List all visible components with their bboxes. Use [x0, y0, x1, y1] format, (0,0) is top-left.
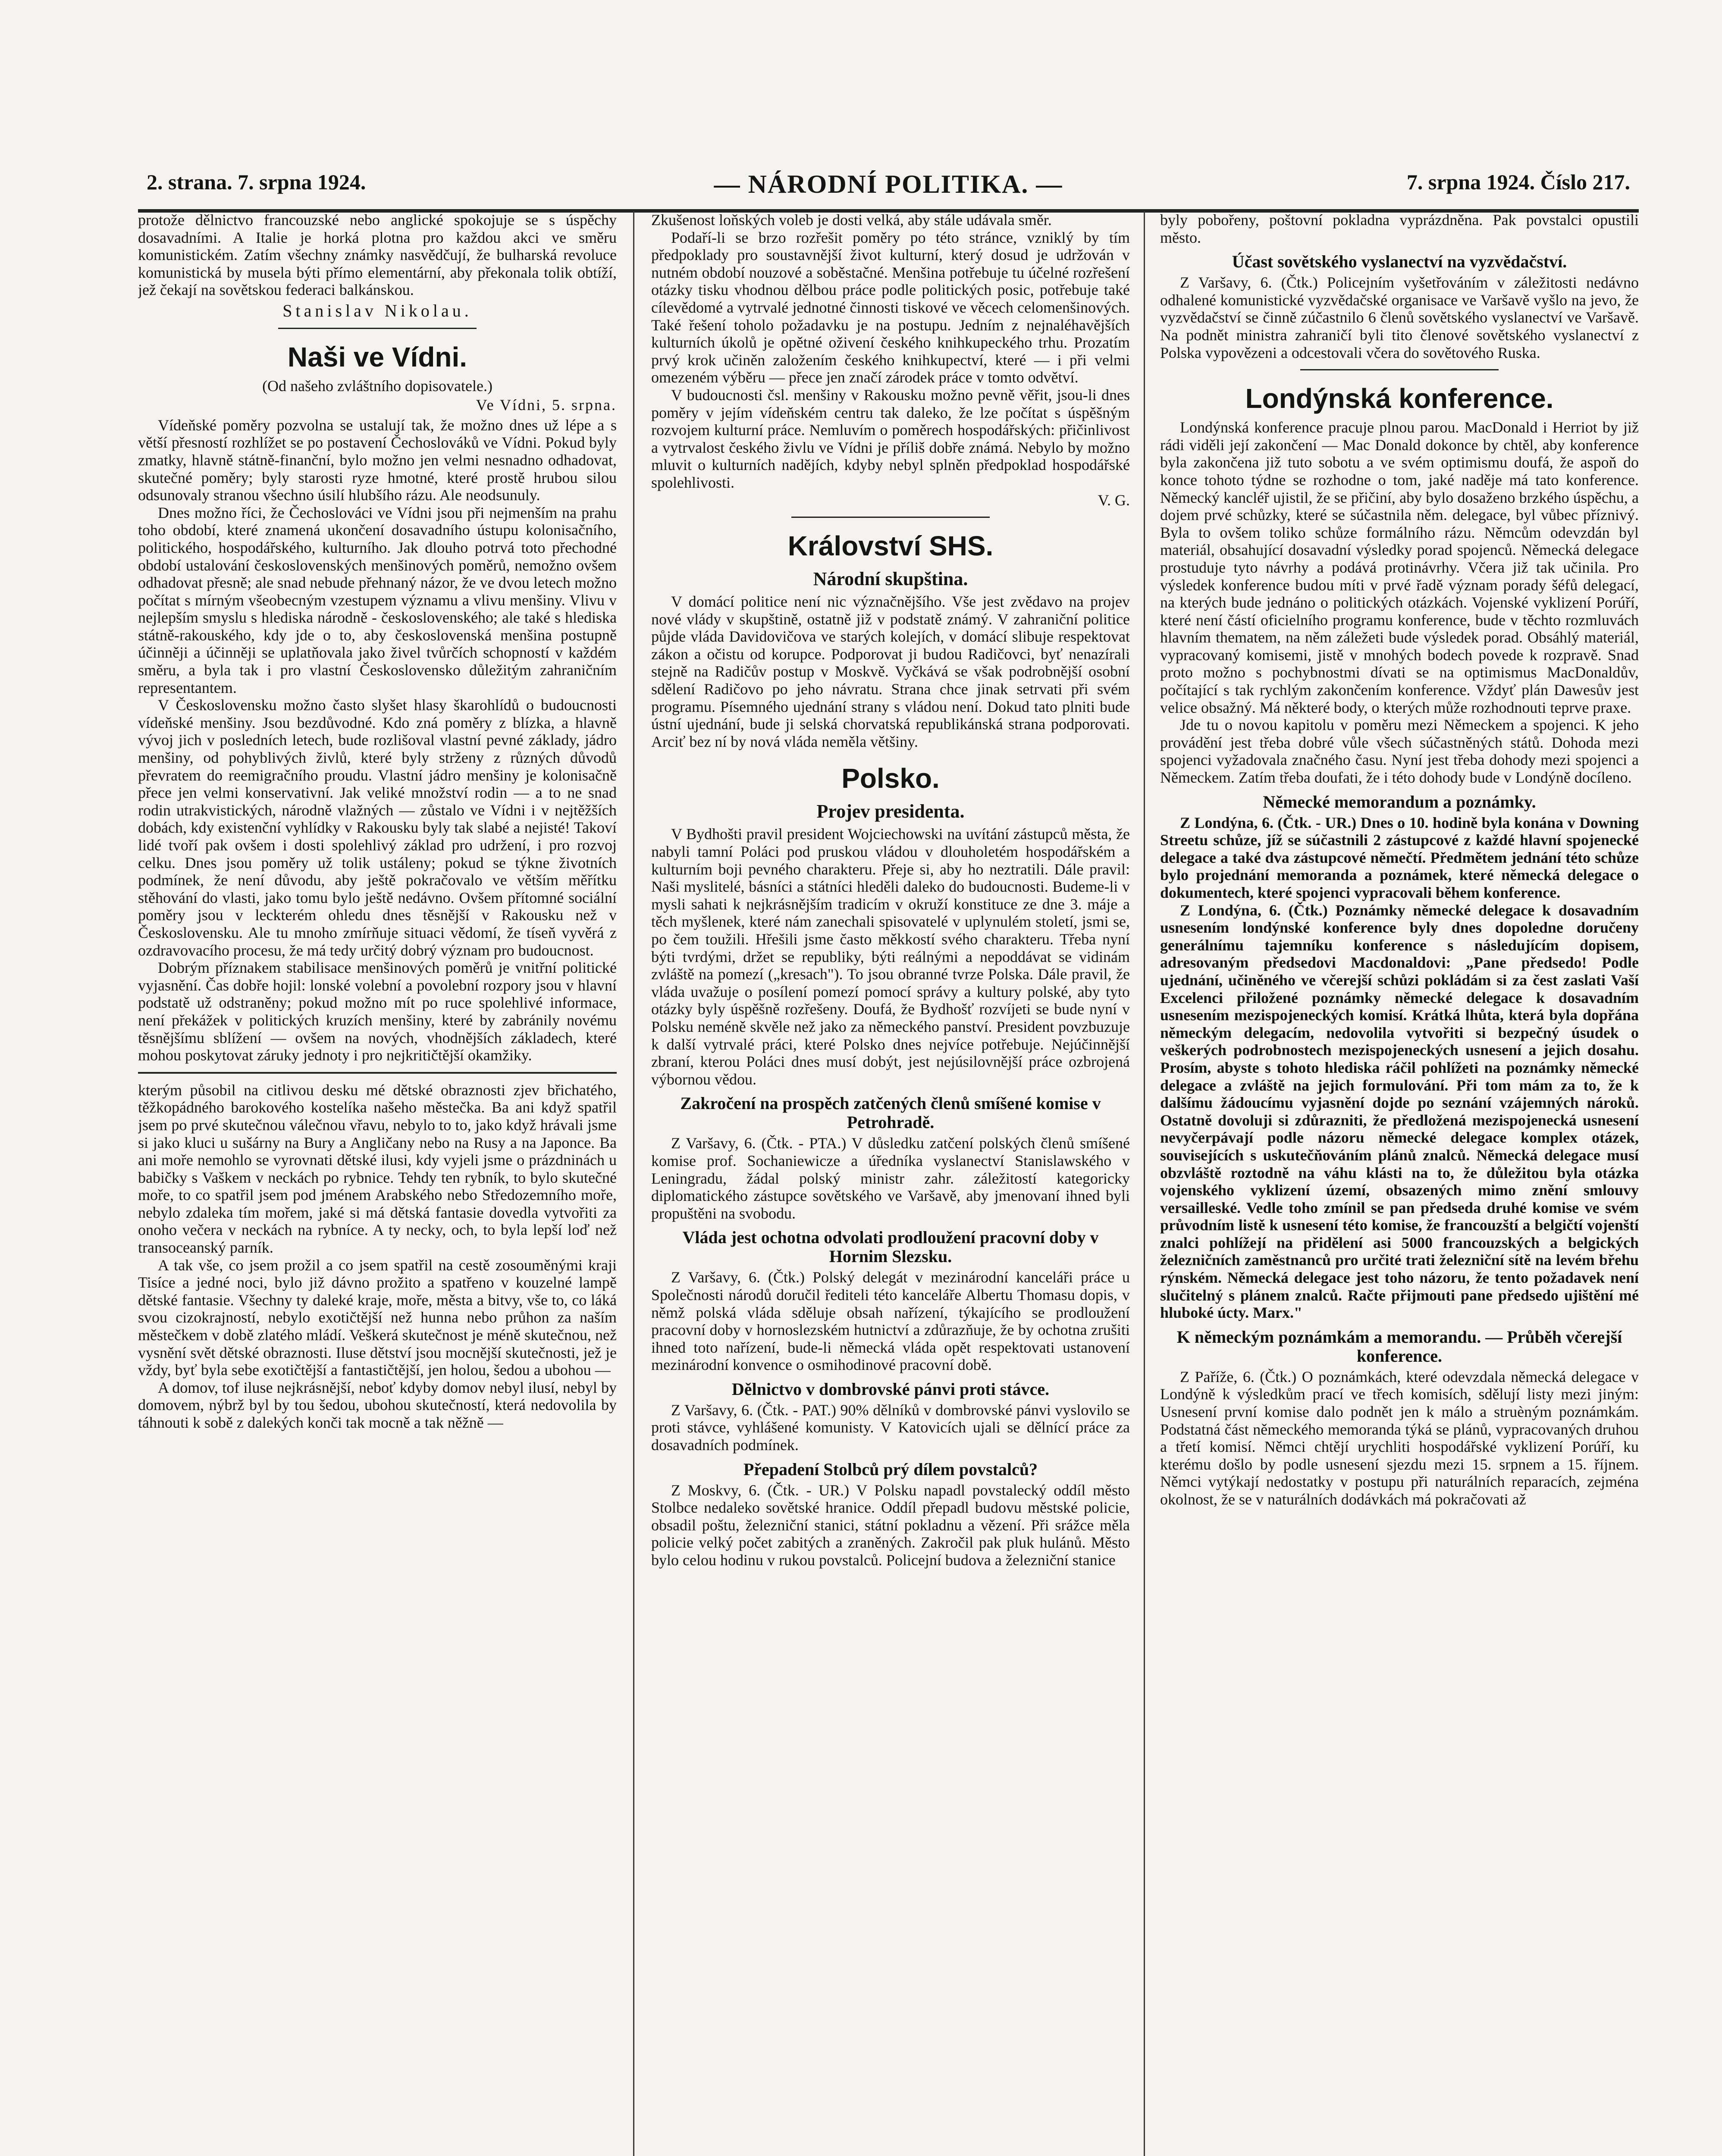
column-divider: [1144, 211, 1145, 2156]
news-paragraph: Z Varšavy, 6. (Čtk. - PAT.) 90% dělníků v dombrovské pánvi vyslovilo se proti stávce, vyhlášené komunisty. V Katovicích ujali se dělnící práce za dosavadních podmínek.: [651, 1401, 1130, 1454]
news-headline: Německé memorandum a poznámky.: [1263, 792, 1536, 812]
article-title: Naši ve Vídni.: [287, 341, 467, 373]
news-paragraph: Z Varšavy, 6. (Čtk.) Polský delegát v mezinárodní kanceláři práce u Společnosti národů doručil řediteli této kanceláře Albertu Thomasu dopis, v němž polská vláda sděluje obsah nařízení, týkajícího se prodloužení pracovní doby v hornoslezském hutnictví a zdůrazňuje, že by ochotna zrušiti ihned toto nařízení, bude-li německá vláda opět respektovati ustanovení mezinárodní konvence o osmihodinové pracovní době.: [651, 1269, 1130, 1374]
news-paragraph: Z Londýna, 6. (Čtk.) Poznámky německé delegace k dosavadním usnesením londýnské konference byly dnes dopoledne doručeny generálnímu tajemníku konference s následujícím dopisem, adresovaným předsedovi Macdonaldovi: „Pane předsedo! Podle ujednání, učiněného ve včerejší schůzi pokládám si za čest zaslati Vaší Excelenci přiložené poznámky německé delegace k dosavadním usnesením mezispojeneckých komisí. Krátká lhůta, která byla dopřána německým delegacím, nedovolila vytvořiti si bezpečný úsudek o veškerých podrobnostech mezispojeneckých usnesení a jejich dosahu. Prosím, abyste s tohoto hlediska ráčil pohlížeti na poznámky německé delegace a zvláště na jejich formulování. Při tom mám za to, že k dalšímu žádoucímu vyjasnění dojde po seznání vzájemných nároků. Ostatně dovoluji si zdůrazniti, že předložená mezispojenecká usnesení nevyčerpávají podle názoru německé delegace komplex otázek, souvisejících s uskutečňováním plánů znalců. Německá delegace musí obzvláště roztodně na váhu klásti na to, že důležitou byla otázka vojenského vyklizení území, obsazených mimo znění smlouvy versailleské. Vedle toho zmínil se pan předseda druhé komise ve svém průvodním listě k usnesení této komise, že francouzští a belgičtí vojenští znalci pohlížejí na přidělení asi 5000 francouzských a belgických železničních zaměstnanců pro určité trati železniční sítě na levém břehu rýnském. Německá delegace jest toho názoru, že tento požadavek není slučitelný s plánem znalců. Račte přijmouti pane předsedo ujištění mé hluboké úcty. Marx.": [1160, 901, 1639, 1322]
article-continuation: protože dělnictvo francouzské nebo anglické spokojuje se s úspěchy dosavadními. A Italie je horká plotna pro každou akci ve směru komunistickém. Zatím všechny známky nasvědčují, že bulharská revoluce komunistická by musela býti přímo elementární, aby překonala tolik obtíží, jež čekají na sovětskou federaci balkánskou.: [138, 211, 617, 299]
feuilleton-paragraph: kterým působil na citlivou desku mé dětské obraznosti zjev břichatého, těžkopádného barokového kostelíka našeho městečka. Ba ani když spatřil jsem po prvé skutečnou válečnou vřavu, nebylo to to, jako když hrávali jsme si jako kluci u sušárny na Bury a Angličany nebo na Rusy a na Japonce. Ba ani moře nemohlo se vyrovnati dětské ilusi, kdy vyjeli jsme o prázdninách u babičky s Vaškem v neckách po rybnice. Tehdy ten rybník, to bylo skutečné moře, to co spatřil jsem pod jménem Arabského nebo Středozemního moře, nebylo zdaleka tím mořem, jaké si má dětská fantasie dovedla vytvořiti za onoho večera v neckách na rybníce. A ty necky, och, to byla lepší loď než transoceanský parník.: [138, 1081, 617, 1257]
section-title: Království SHS.: [787, 530, 994, 562]
news-headline: K německým poznámkám a memorandu. — Průběh včerejší konference.: [1176, 1327, 1622, 1366]
article-paragraph: V domácí politice není nic význačnějšího. Vše jest zvědavo na projev nové vlády v skupštině, ostatně již v podstatě známý. V zahraniční politice půjde vláda Davidovičova ve starých kolejích, v domácí slibuje respektovat zákon a očistu od korupce. Podporovat ji budou Radičovci, byť nenazírali stejně na Radičův postup v Moskvě. Vyčkává se však podrobnější osobní sdělení Radičovo po jeho návratu. Strana chce jinak setrvati při svém programu. Písemného ujednání strany s vládou není. Dokud tato plniti bude ústní ujednání, bude ji selská chorvatská republikánská strana podporovati. Arciť bez ní by nová vláda neměla většiny.: [651, 593, 1130, 750]
news-headline: Dělnictvo v dombrovské pánvi proti stávce.: [731, 1379, 1050, 1399]
feuilleton-paragraph: A tak vše, co jsem prožil a co jsem spatřil na cestě zosouměnými kraji Tisíce a jedné noci, bylo již dávno prožito a spatřeno v kouzelné lampě dětské fantasie. Všechny ty daleké kraje, moře, města a bitvy, vše to, co láká svou cizokrajností, nebylo exotičtější než hunna nebo průhon za naším městečkem v době zlatého mládí. Veškerá skutečnost je méně skutečnou, než vysnění svět dětské obraznosti. Iluse dětství jsou mocnější skutečnosti, jež je vždy, byť byla sebe exotičtější a fantastičtější, jen holou, šedou a ubohou —: [138, 1256, 617, 1379]
news-headline: Vláda jest ochotna odvolati prodloužení pracovní doby v Hornim Slezsku.: [682, 1228, 1099, 1266]
section-title: Londýnská konference.: [1245, 383, 1554, 414]
news-paragraph: Z Londýna, 6. (Čtk. - UR.) Dnes o 10. hodině byla konána v Downing Streetu schůze, jíž se súčastnili 2 zástupcové z každé hlavní spojenecké delegace a také dva zástupcové němečtí. Předmětem jednání této schůze bylo projednání memoranda a poznámek, které německá delegace o dokumentech, které spojenci vypracovali během konference.: [1160, 814, 1639, 901]
article-paragraph: Vídeňské poměry pozvolna se ustalují tak, že možno dnes už lépe a s větší přesností rozhlížet se po postavení Čechoslováků ve Vídni. Pokud byly zmatky, hlavně státně-finanční, bylo možno jen velmi nesnadno odhadovat, skutečné poměry; byly starosti ryze hmotné, které prostě hrubou silou odsunovaly stranou všechno úsilí hlubšího rázu. Ale neodsunuly.: [138, 416, 617, 504]
article-paragraph: Londýnská konference pracuje plnou parou. MacDonald i Herriot by již rádi viděli její zakončení — Mac Donald dokonce by chtěl, aby konference byla zakončena již tuto sobotu a ve svém optimismu doufá, že aspoň do konce tohoto týdne se rozhodne o tom, jaké naděje má tato konference. Německý kancléř ujistil, že se přičiní, aby bylo dosaženo brzkého úspěchu, a dojem prvé schůzky, které se súčastnila něm. delegace, byl vůbec příznivý. Byla to ovšem toliko schůze formálního rázu. Němcům odevzdán byl materiál, obsahující dosavadní výsledky porad spojenců. Německá delegace prostuduje tyto návrhy a podává protinávrhy. Včera již tak učinila. Pro výsledek konference budou míti v prvé řadě význam porady šéfů delegací, na kterých bude jednáno o politických otázkách. Vojenské vyklizení Porúří, které není částí oficielního programu konference, bude v těchto rozmluvách hlavním thematem, na něm záležeti bude výsledek porad. Obsáhlý materiál, vypracovaný komisemi, jistě v mnohých bodech povede k rozpravě. Snad proto možno s pochybnostmi dívati se na optimismus MacDonaldův, počítající s tak rychlým zakončením konference. Vždyť plán Dawesův jest velice obsažný. Má některé body, o kterých může rozhodnouti teprve praxe.: [1160, 419, 1639, 716]
author-signature: Stanislav Nikolau.: [282, 301, 472, 320]
article-continuation: byly pobořeny, poštovní pokladna vyprázdněna. Pak povstalci opustili město.: [1160, 211, 1639, 246]
article-paragraph: Podaří-li se brzo rozřešit poměry po této stránce, vzniklý by tím předpoklady pro soustavnější život kulturní, který dosud je udržován v nutném období nouzové a soběstačné. Menšina potřebuje tu účelné rozřešení otázky tisku vhodnou dělbou práce podle politických posic, potřebuje také cílevědomé a vytrvalé jednotné činnosti tiskové ve věcech celomenšinových. Také řešení toholo požadavku je na postupu. Jedním z nejnaléhavějších kulturních úkolů je opětné oživení českého knihkupeckého trhu. Prozatím prvý krok učiněn založením českého knihkupectví, které — i při velmi omezeném výběru — přece jen značí zárodek práce v tomto odvětví.: [651, 229, 1130, 386]
article-paragraph: V Československu možno často slyšet hlasy škarohlídů o budoucnosti vídeňské menšiny. Jsou bezdůvodné. Kdo zná poměry z blízka, a hlavně vývoj jich v posledních letech, bude rozlišoval vlastní pevné základy, jádro menšiny, od pohyblivých živlů, které byly strženy z různých důvodů převratem do reemigračního proudu. Vlastní jádro menšiny je kolonisačně přece jen velmi konservativní. Jak veliké množství rodin — a to ne snad rodin utrakvistických, národně vlažných — zůstalo ve Vídni i v nejtěžších dobách, kdy existenční vyhlídky v Rakousku byly tak slabé a nejisté! Takoví lidé tvoří pak ovšem i dosti spolehlivý základ pro udržení, i pro rozvoj celku. Dnes jsou poměry už tolik ustáleny; pokud se týkne životních podmínek, že není důvodu, aby ještě pokračovalo ve větším měřítku stěhování do vlasti, jako tomu bylo ještě nedávno. Ovšem přítomné sociální poměry jsou v leckterém ohledu dnes těsnější v Rakousku než v Československu. Ale tu mnoho zmírňuje situaci vědomí, že tíseň vyvěrá z ozdravovacího procesu, že má tedy určitý dobrý význam pro budoucnost.: [138, 696, 617, 959]
news-headline: Účast sovětského vyslanectví na vyzvědačství.: [1232, 252, 1567, 272]
news-paragraph: Z Moskvy, 6. (Čtk. - UR.) V Polsku napadl povstalecký oddíl město Stolbce nedaleko sovětské hranice. Oddíl přepadl budovu městské policie, obsadil poštu, železniční stanici, státní pokladnu a vězení. Při srážce měla policie velký počet zabitých a zraněných. Zakročil pak pluk hulánů. Město bylo celou hodinu v rukou povstalců. Policejní budova a železniční stanice: [651, 1481, 1130, 1569]
section-subtitle: Projev presidenta.: [816, 801, 965, 822]
feuilleton: [138, 1081, 617, 1432]
article-dateline: Ve Vídni, 5. srpna.: [476, 396, 617, 414]
divider: [791, 517, 990, 518]
news-headline: Zakročení na prospěch zatčených členů smíšené komise v Petrohradě.: [680, 1094, 1101, 1132]
feuilleton-paragraph: A domov, tof iluse nejkrásnější, neboť kdyby domov nebyl ilusí, nebyl by domovem, nýbrž byl by tou šedou, ubohou skutečností, která nedovolila by táhnouti k sobě z dalekých konči tak mocně a tak něžně —: [138, 1379, 617, 1431]
article-continuation: Zkušenost loňských voleb je dosti velká, aby stále udávala směr.: [651, 211, 1052, 229]
divider: [278, 328, 477, 329]
feuilleton-divider: [138, 1072, 617, 1074]
column-2: [651, 211, 1130, 2156]
section-title: Polsko.: [841, 763, 940, 794]
article-paragraph: Dobrým příznakem stabilisace menšinových poměrů je vnitřní politické vyjasnění. Čas dobře hojil: lonské volební a povolební rozpory jsou v hlavní podstatě už odstraněny; pokud možno mít po ruce spolehlivé informace, není překážek v politických kruzích menšiny, které by zabránily novému těsnějšímu sblížení — ovšem na nových, vhodnějších základech, které mohou poskytovat zárukу jednoty i pro nejkritičtější okamžiky.: [138, 959, 617, 1064]
article-paragraph: V budoucnosti čsl. menšiny v Rakousku možno pevně věřit, jsou-li dnes poměry v jejím vídeňském centru tak daleko, že lze počítat s úspěšným rozvojem kulturní práce. Nemluvím o poměrech hospodářských: přičinlivost a vytrvalost českého živlu ve Vídni je příliš dobře známá. Nebylo by možno mluvit o kulturních nadějích, kdyby nebyl splněn předpoklad hospodářské spolehlivosti.: [651, 386, 1130, 491]
article-paragraph: Jde tu o novou kapitolu v poměru mezi Německem a spojenci. K jeho provádění jest třeba dobré vůle všech súčastněných států. Dohoda mezi spojenci vyžadovala značného času. Nyní jest třeba dohody mezi spojenci a Německem. Zatím třeba doufati, že i této dohody bude v Londýně docíleno.: [1160, 716, 1639, 787]
news-headline: Přepadení Stolbců prý dílem povstalců?: [743, 1459, 1038, 1479]
header-date-right: 7. srpna 1924. Číslo 217.: [1406, 170, 1630, 194]
column-divider: [633, 211, 634, 2156]
newspaper-title: — NÁRODNÍ POLITIKA. —: [714, 170, 1063, 198]
divider: [1300, 369, 1499, 370]
news-paragraph: Z Varšavy, 6. (Čtk.) Policejním vyšetřováním v záležitosti nedávno odhalené komunistické vyzvědačské organisace ve Varšavě vyšlo na jevo, že vyzvědačství se činně zúčastnilo 6 členů sovětského vyslanectví ve Varšavě. Na podnět ministra zahraničí byli tito členové sovětského vyslanectví z Polska vypovězeni a odcestovali včera do sovětového Ruska.: [1160, 274, 1639, 361]
article-paragraph: V Bydhošti pravil president Wojciechowski na uvítání zástupců města, že nabyli tamní Poláci pod pruskou vládou v dlouholetém hospodářském a kulturním boji pevného charakteru. Přeje si, aby ho neztratili. Dále pravil: Naši myslitelé, básníci a státníci hleděli daleko do budoucnosti. Budeme-li v mysli sahati k nejkrásnějším tradicím v okruží konstituce ze dne 3. máje a těch myšlenek, které nám zanechali spisovatelé v uplynulém století, jsmi se, po čem toužili. Hřešili jsme často měkkostí svého charakteru. Třeba nyní býti tvrdými, držet se republiky, býti reálnými a nepoddávat se vidinám zvláště na pomezí („kresach"). To jsou obranné tvrze Polska. Dále pravil, že vláda uvažuje o posílení pomezí pomocí správy a kultury polské, aby tyto otázky byly úspěšně rozřešeny. Doufá, že Bydhošť rozvíjeti se bude nyní v Polsku neméně skvěle než jako za německého panství. President povzbuzuje k další vytrvalé práci, které Polsko dnes nejvíce potřebuje. Nejúčinnější zbraní, kterou Poláci dnes musí dobýt, jest nejúsilovnější práce ozbrojená výbornou vědou.: [651, 825, 1130, 1088]
column-3: [1160, 211, 1639, 2156]
masthead: [138, 166, 1639, 213]
column-1: [138, 211, 617, 2156]
section-subtitle: Národní skupština.: [813, 568, 968, 590]
article-paragraph: Dnes možno říci, že Čechoslováci ve Vídni jsou při nejmenším na prahu toho období, které znamená ukončení dosavadního ústupu kolonisačního, politického, hospodářského, kulturního. Jak dlouho potrvá toto přechodné období ustalování československých menšinových poměrů, nemožno ovšem odhadovat přesně; ale snad nebude přehnaný názor, že ve dvou letech možno počítat s mírným všeobecným vzestupem významu a vlivu menšiny. Vlivu v nejlepším smyslu s hlediska národně - československého; ale také s hlediska státně-rakouského, kdy jde o to, aby československá menšina postupně účinněji a účinněji se uplatňovala jako živel tvůrčích schopností v každém směru, a byla tak i pro vlastní Československo důležitým zahraničním representantem.: [138, 504, 617, 696]
news-paragraph: Z Paříže, 6. (Čtk.) O poznámkách, které odevzdala německá delegace v Londýně k výsledkům prací ve třech komisích, sdělují listy mezi jiným: Usnesení první komise dalo podnět jen k málo a struèným poznámkám. Podstatná část německého memoranda týká se plánů, vypracovaných druhou a třetí komisí. Němci chtějí urychliti hospodářské vyklizení Porúří, ku kterému došlo by podle usnesení sjezdu mezi 15. srpnem a 15. říjnem. Němci vytýkají nedostatky v postupu při naturálních reparacích, zejména okolnost, že se v naturálních dodávkách má pokračovati až: [1160, 1368, 1639, 1508]
header-date-left: 2. strana. 7. srpna 1924.: [147, 170, 366, 194]
news-paragraph: Z Varšavy, 6. (Čtk. - PTA.) V důsledku zatčení polských členů smíšené komise prof. Sochaniewicze a úředníka vyslanectví Stanislawského v Leningradu, žádal polský ministr zahr. záležitostí kategoricky diplomatického zástupce sovětského ve Varšavě, aby jmenovaní ihned byli propuštěni na svobodu.: [651, 1134, 1130, 1222]
article-subtitle: (Od našeho zvláštního dopisovatele.): [262, 377, 492, 395]
author-initials: V. G.: [1098, 491, 1130, 509]
